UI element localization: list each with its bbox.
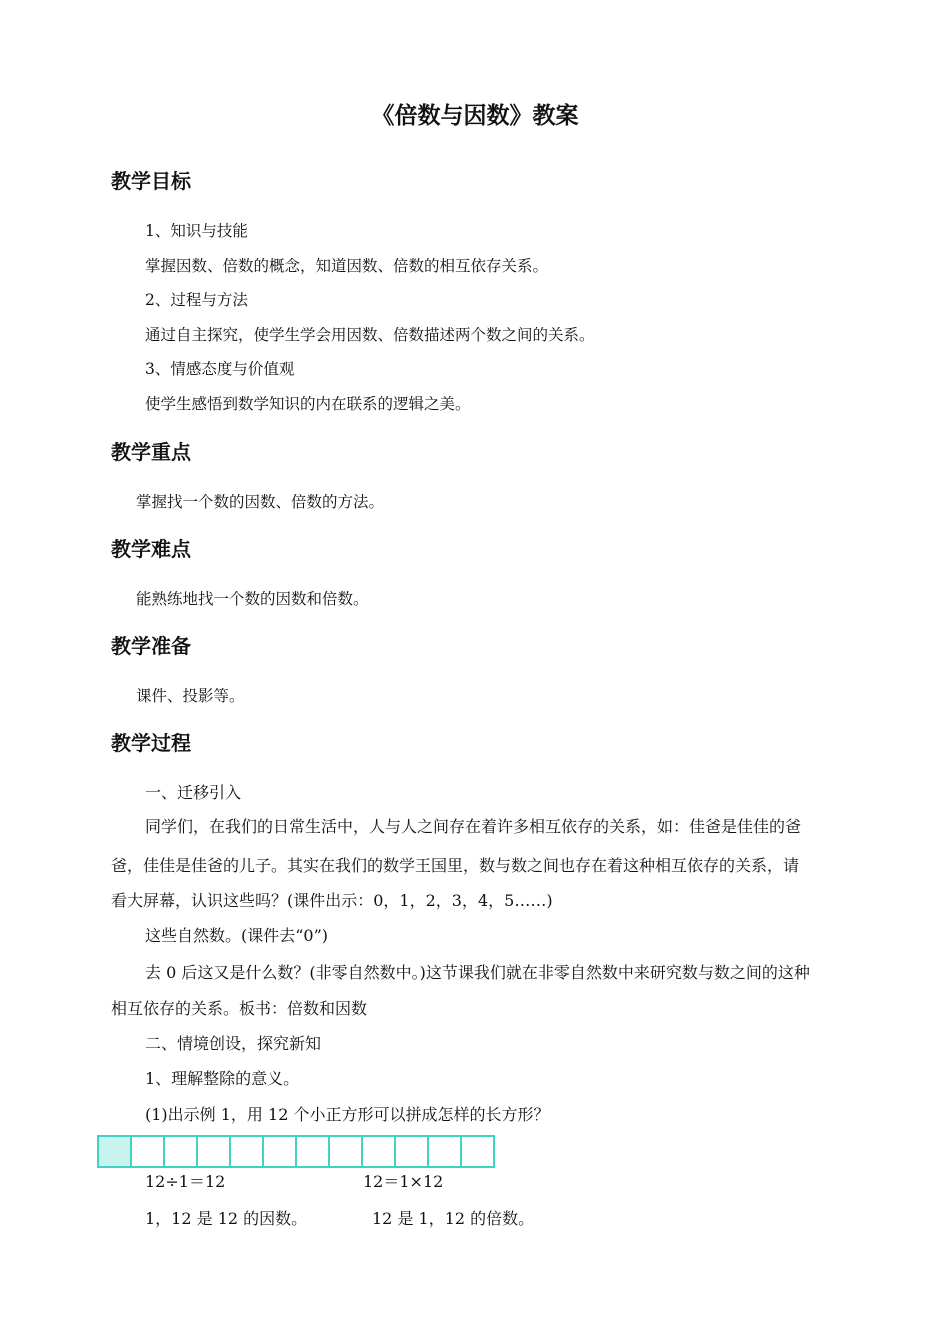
grid-square xyxy=(165,1135,198,1168)
grid-square xyxy=(462,1135,495,1168)
equation-multiplication: 12＝1×12 xyxy=(363,1172,444,1191)
process-line: 去 0 后这又是什么数？(非零自然数中。)这节课我们就在非零自然数中来研究数与数之间的这种 xyxy=(145,963,810,982)
process-line: 同学们，在我们的日常生活中，人与人之间存在着许多相互依存的关系，如：佳爸是佳佳的爸 xyxy=(145,817,802,836)
multiple-statement: 12 是 1，12 的倍数。 xyxy=(372,1209,535,1228)
grid-square xyxy=(297,1135,330,1168)
process-line: 相互依存的关系。板书：倍数和因数 xyxy=(111,999,368,1018)
grid-square xyxy=(264,1135,297,1168)
grid-square xyxy=(231,1135,264,1168)
process-line: 爸，佳佳是佳爸的儿子。其实在我们的数学王国里，数与数之间也存在着这种相互依存的关系，请 xyxy=(111,856,800,875)
difficulties-text: 能熟练地找一个数的因数和倍数。 xyxy=(136,590,369,608)
objective-line: 通过自主探究，使学生学会用因数、倍数描述两个数之间的关系。 xyxy=(145,326,595,344)
grid-square xyxy=(99,1135,132,1168)
document-title: 《倍数与因数》教案 xyxy=(371,103,579,129)
grid-square xyxy=(132,1135,165,1168)
key-points-text: 掌握找一个数的因数、倍数的方法。 xyxy=(136,493,385,511)
process-line: 这些自然数。(课件去“0”) xyxy=(145,926,329,945)
objective-line: 2、过程与方法 xyxy=(145,291,248,309)
heading-preparation: 教学准备 xyxy=(111,634,191,658)
process-line: 看大屏幕，认识这些吗？(课件出示：0，1，2，3，4，5……) xyxy=(111,891,553,910)
heading-key-points: 教学重点 xyxy=(111,440,191,464)
process-line: (1)出示例 1，用 12 个小正方形可以拼成怎样的长方形？ xyxy=(145,1105,550,1124)
grid-square xyxy=(363,1135,396,1168)
objective-line: 1、知识与技能 xyxy=(145,222,248,240)
heading-process: 教学过程 xyxy=(111,731,191,755)
objective-line: 使学生感悟到数学知识的内在联系的逻辑之美。 xyxy=(145,395,471,413)
squares-figure xyxy=(97,1135,495,1168)
objective-line: 3、情感态度与价值观 xyxy=(145,360,295,378)
grid-square xyxy=(429,1135,462,1168)
preparation-text: 课件、投影等。 xyxy=(136,687,245,705)
grid-square xyxy=(198,1135,231,1168)
process-line: 一、迁移引入 xyxy=(145,783,242,802)
heading-difficulties: 教学难点 xyxy=(111,537,191,561)
objective-line: 掌握因数、倍数的概念，知道因数、倍数的相互依存关系。 xyxy=(145,257,549,275)
grid-square xyxy=(330,1135,363,1168)
grid-square xyxy=(396,1135,429,1168)
heading-objectives: 教学目标 xyxy=(111,169,191,193)
process-line: 1、理解整除的意义。 xyxy=(145,1069,300,1088)
equation-division: 12÷1＝12 xyxy=(145,1172,226,1191)
process-line: 二、情境创设，探究新知 xyxy=(145,1034,322,1053)
factor-statement: 1，12 是 12 的因数。 xyxy=(145,1209,308,1228)
